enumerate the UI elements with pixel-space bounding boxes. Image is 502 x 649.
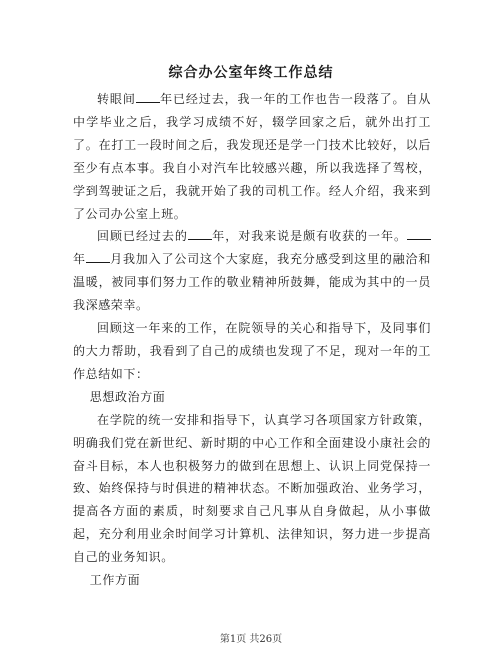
fill-in-blank [86,251,110,263]
page-footer: 第1页 共26页 [219,634,283,645]
section-heading-work: 工作方面 [89,573,141,588]
paragraph-4: 在学院的统一安排和指导下，认真学习各项国家方针政策，明确我们党在新世纪、新时期的中心工作和全面建设小康社会的奋斗目标，本人也积极努力的做到在思想上、认识上同党保持一致、始终保持与时俱进的精神状态。不断加强政治、业务学习，提高各方面的素质，时刻要求自己凡事从自身做起，从小事做起，充分利用业余时间学习计算机、法律知识，努力进一步提高自己的业务知识。 [73,412,431,565]
paragraph-2-part-a: 回顾已经过去的 [97,229,188,244]
paragraph-3: 回顾这一年来的工作，在院领导的关心和指导下，及同事们的大力帮助，我看到了自己的成绩也发现了不足，现对一年的工作总结如下： [73,321,431,381]
paragraph-1-part-a: 转眼间 [97,92,136,106]
paragraph-2 [73,225,431,317]
document-body [73,88,431,592]
paragraph-2-part-b: 年，对我来说是颇有收获的一年。 [211,229,407,244]
paragraph-2-part-d: 月我加入了公司这个大家庭，我充分感受到这里的融洽和温暖，被同事们努力工作的敬业精神所鼓舞，能成为其中的一员我深感荣幸。 [73,252,431,313]
paragraph-1 [73,88,431,225]
fill-in-blank [407,228,431,240]
section-heading-political: 思想政治方面 [89,389,166,404]
fill-in-blank [188,228,212,240]
document-title: 综合办公室年终工作总结 [168,65,334,81]
fill-in-blank [136,91,160,103]
paragraph-2-part-c: 年 [73,252,86,267]
paragraph-1-part-b: 年已经过去，我一年的工作也告一段落了。自从中学毕业之后，我学习成绩不好，辍学回家之后，就外出打工了。在打工一段时间之后，我发现还是学一门技术比较好，以后至少有点本事。我自小对汽车比较感兴趣，所以我选择了驾校，学到驾驶证之后，我就开始了我的司机工作。经人介绍，我来到了公司办公室上班。 [73,92,431,221]
